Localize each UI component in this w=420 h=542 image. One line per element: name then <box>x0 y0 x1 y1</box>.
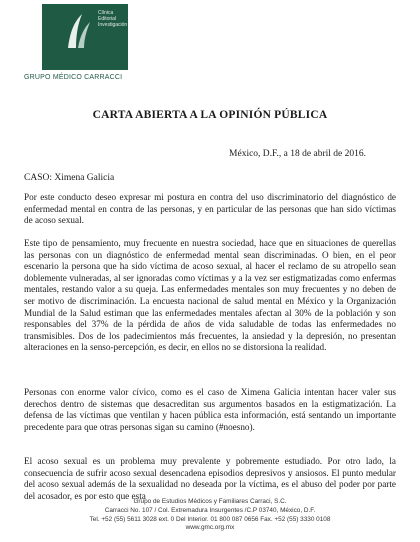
logo-emblem <box>42 4 128 70</box>
company-logo <box>24 4 128 90</box>
paragraph-civic-courage: Personas con enorme valor cívico, como es el caso de Ximena Galicia intentan hacer valer sus derechos dentro de sistemas que desacreditan sus argumentos basados en la estigmatización. La defensa de las víctimas que ventilan y hacen pública esta información, está sentando un importante precedente para que otras personas sigan su camino (#noesno). <box>24 387 396 432</box>
letter-title: CARTA ABIERTA A LA OPINIÓN PÚBLICA <box>92 109 328 121</box>
case-label: CASO: Ximena Galicia <box>24 173 115 183</box>
paragraph-sexual-harassment: El acoso sexual es un problema muy prevalente y pobremente estudiado. Por otro lado, la consecuencia de sufrir acoso sexual desencadena episodios depresivos y ansiosos. El punto medular del acoso sexual además de la sexualidad no deseada por la víctima, es el abuso del poder por parte del acosador, es por esto que esta <box>24 456 396 501</box>
footer-organization: Grupo de Estudios Médicos y Familiares Carraci, S.C. <box>133 498 287 505</box>
footer-phone: Tel. +52 (55) 5611 3028 ext. 0 Del Interior. 01 800 087 0656 Fax. +52 (55) 3330 0108 <box>89 515 331 523</box>
logo-figure-icon <box>64 10 92 50</box>
logo-company-name: GRUPO MÉDICO CARRACCI <box>24 74 123 81</box>
logo-text-lines <box>98 10 127 28</box>
logo-line: Investigación <box>98 22 128 28</box>
letter-footer <box>0 498 420 533</box>
footer-address: Carracci No. 107 / Col. Extremadura Insurgentes /C.P 03740, México, D.F. <box>104 506 316 514</box>
logo-line: Editorial <box>98 16 117 22</box>
paragraph-intro: Por este conducto deseo expresar mi postura en contra del uso discriminatorio del diagnóstico de enfermedad mental en contra de las personas, y en particular de las personas que han sido víctimas de acoso sexual. <box>24 192 396 226</box>
letter-date: México, D.F., a 18 de abril de 2016. <box>229 149 366 159</box>
paragraph-discrimination: Este tipo de pensamiento, muy frecuente en nuestra sociedad, hace que en situaciones de querellas las personas con un diagnóstico de enfermedad mental sean discriminadas. O bien, en el peor escenario la persona que ha sido víctima de acoso sexual, al hacer el reclamo de su atropello sean doblemente vulneradas, al ser ignoradas como víctimas y a la vez ser estigmatizadas como enfermas mentales, restando valor a su queja. Las enfermedades mentales son muy frecuentes y no deben de ser motivo de discriminación. La encuesta nacional de salud mental en México y la Organización Mundial de la Salud estiman que las enfermedades mentales afectan al 30% de la población y son responsables del 37% de la pérdida de años de vida saludable de todas las enfermedades no transmisibles. Dos de los padecimientos más frecuentes, la ansiedad y la depresión, no presentan alteraciones en la senso-percepción, es decir, en ellos no se distorsiona la realidad. <box>24 238 396 353</box>
footer-website: www.gmc.org.mx <box>185 524 235 532</box>
logo-line: Clínica <box>98 10 114 16</box>
